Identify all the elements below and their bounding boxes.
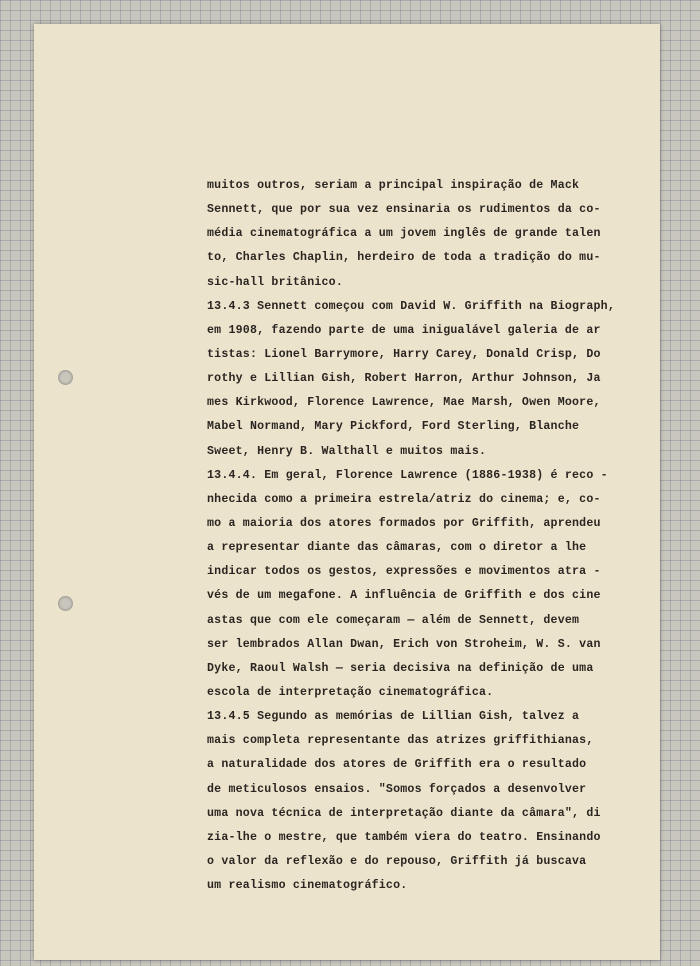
text-line: nhecida como a primeira estrela/atriz do cinema; e, co- bbox=[207, 492, 601, 506]
text-line: astas que com ele começaram — além de Sennett, devem bbox=[207, 613, 580, 627]
text-line: mes Kirkwood, Florence Lawrence, Mae Marsh, Owen Moore, bbox=[207, 396, 601, 410]
text-line: 13.4.3 Sennett começou com David W. Griffith na Biograph, bbox=[207, 299, 615, 313]
text-line: to, Charles Chaplin, herdeiro de toda a tradição do mu- bbox=[207, 251, 601, 265]
text-line: escola de interpretação cinematográfica. bbox=[207, 685, 494, 699]
text-line: sic-hall britânico. bbox=[207, 275, 343, 289]
text-line: Sennett, que por sua vez ensinaria os rudimentos da co- bbox=[207, 203, 601, 217]
typewritten-page bbox=[34, 24, 660, 960]
text-line: 13.4.4. Em geral, Florence Lawrence (1886-1938) é reco - bbox=[207, 468, 608, 482]
text-line: Dyke, Raoul Walsh — seria decisiva na definição de uma bbox=[207, 661, 594, 675]
text-line: o valor da reflexão e do repouso, Griffith já buscava bbox=[207, 854, 587, 868]
text-line: mais completa representante das atrizes griffithianas, bbox=[207, 734, 594, 748]
punch-hole bbox=[58, 370, 73, 385]
typed-text bbox=[207, 174, 677, 898]
text-line: 13.4.5 Segundo as memórias de Lillian Gish, talvez a bbox=[207, 710, 580, 724]
text-line: um realismo cinematográfico. bbox=[207, 879, 408, 893]
text-line: zia-lhe o mestre, que também viera do teatro. Ensinando bbox=[207, 830, 601, 844]
text-line: em 1908, fazendo parte de uma inigualável galeria de ar bbox=[207, 323, 601, 337]
text-line: ser lembrados Allan Dwan, Erich von Stroheim, W. S. van bbox=[207, 637, 601, 651]
text-line: rothy e Lillian Gish, Robert Harron, Arthur Johnson, Ja bbox=[207, 372, 601, 386]
text-line: média cinematográfica a um jovem inglês de grande talen bbox=[207, 227, 601, 241]
text-line: Mabel Normand, Mary Pickford, Ford Sterling, Blanche bbox=[207, 420, 580, 434]
text-line: a naturalidade dos atores de Griffith era o resultado bbox=[207, 758, 587, 772]
punch-hole bbox=[58, 596, 73, 611]
text-line: indicar todos os gestos, expressões e movimentos atra - bbox=[207, 565, 601, 579]
text-line: uma nova técnica de interpretação diante da câmara", di bbox=[207, 806, 601, 820]
text-line: muitos outros, seriam a principal inspiração de Mack bbox=[207, 179, 580, 192]
text-line: tistas: Lionel Barrymore, Harry Carey, Donald Crisp, Do bbox=[207, 347, 601, 361]
text-line: a representar diante das câmaras, com o diretor a lhe bbox=[207, 541, 587, 555]
text-line: vés de um megafone. A influência de Griffith e dos cine bbox=[207, 589, 601, 603]
text-line: mo a maioria dos atores formados por Griffith, aprendeu bbox=[207, 516, 601, 530]
text-line: Sweet, Henry B. Walthall e muitos mais. bbox=[207, 444, 487, 458]
text-line: de meticulosos ensaios. "Somos forçados a desenvolver bbox=[207, 782, 587, 796]
